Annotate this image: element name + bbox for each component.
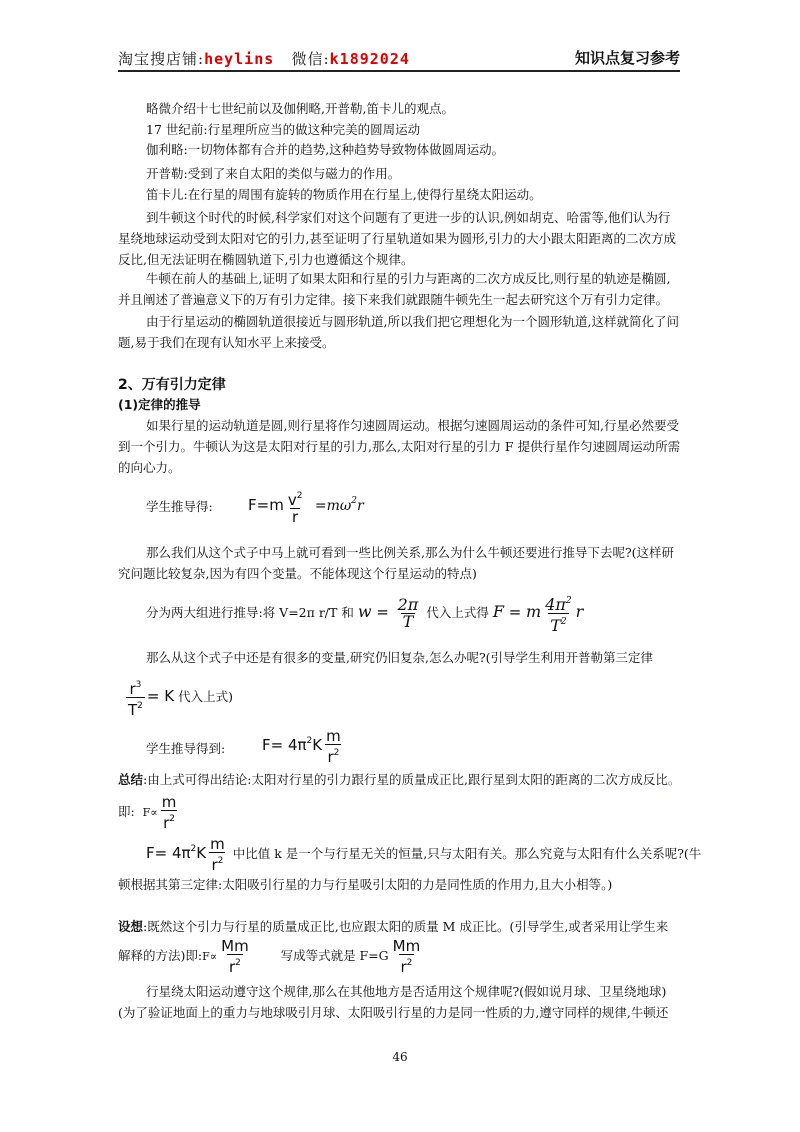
section-heading: 2、万有引力定律 xyxy=(118,377,226,393)
paragraph-line: 的向心力。 xyxy=(118,460,181,475)
hypothesis-label: 设想 xyxy=(118,919,144,934)
paragraph-line: 那么我们从这个式子中马上就可看到一些比例关系,那么为什么牛顿还要进行推导下去呢?(这样研 xyxy=(146,545,675,560)
shop-label: 淘宝搜店铺: xyxy=(118,50,205,68)
paragraph-line: 行星绕太阳运动遵守这个规律,那么在其他地方是否适用这个规律呢?(假如说月球、卫星绕地球) xyxy=(146,984,667,999)
paragraph-line: 星绕地球运动受到太阳对它的引力,甚至证明了行星轨道如果为圆形,引力的大小跟太阳距离的二次方成 xyxy=(118,231,676,246)
paragraph-line: 题,易于我们在现有认知水平上来接受。 xyxy=(118,335,335,350)
paragraph-line: 顿根据其第三定律:太阳吸引行星的力与行星吸引太阳的力是同性质的作用力,且大小相等。) xyxy=(118,877,613,892)
page-header xyxy=(118,44,680,72)
hypothesis-text2: 解释的方法)即: xyxy=(118,948,203,963)
formula-split: 分为两大组进行推导:将 V=2π r/T 和 w = $\frac{2\pi}{T}$ 代入上式得 F = m $\frac{4\pi^2}{T^2}$ r xyxy=(146,595,584,635)
paragraph-line: 到一个引力。牛顿认为这是太阳对行星的引力,那么,太阳对行星的引力 F 提供行星作匀速圆周运动所需 xyxy=(118,439,681,454)
paragraph-line: 如果行星的运动轨道是圆,则行星将作匀速圆周运动。根据匀速圆周运动的条件可知,行星必然要受 xyxy=(146,418,679,433)
derive-label: 学生推导得到: xyxy=(146,741,226,756)
k-text: 中比值 k 是一个与行星无关的恒量,只与太阳有关。那么究竟与太阳有什么关系呢?(牛 xyxy=(232,846,702,861)
formula-kepler: $\frac{r^3}{T^2}$ = K 代入上式) xyxy=(128,680,233,719)
split-text: 分为两大组进行推导:将 V=2π r/T 和 xyxy=(146,605,354,620)
intro-line: 笛卡儿:在行星的周围有旋转的物质作用在行星上,使得行星绕太阳运动。 xyxy=(146,187,542,202)
ji-label: 即: xyxy=(118,804,135,819)
summary-line xyxy=(118,772,680,788)
k-statement-line: $F= 4\pi^2K$ $\frac{m}{r^2}$ 中比值 k 是一个与行星无关的恒量,只与太阳有关。那么究竟与太阳有什么关系呢?(牛 xyxy=(146,835,702,874)
formula-proportion: 即: F∝ $\frac{m}{r^2}$ xyxy=(118,793,177,832)
paragraph-line: 牛顿在前人的基础上,证明了如果太阳和行星的引力与距离的二次方成反比,则行星的轨迹是椭圆, xyxy=(146,271,671,286)
summary-text: :由上式可得出结论:太阳对行星的引力跟行星的质量成正比,跟行星到太阳的距离的二次方成反比 xyxy=(143,772,668,787)
paragraph-line: (为了验证地面上的重力与地球吸引月球、太阳吸引行星的力是同一性质的力,遵守同样的规律,牛顿还 xyxy=(118,1005,669,1020)
split-text2: 代入上式得 xyxy=(426,605,489,620)
f-prop: F∝ xyxy=(142,806,158,819)
page-number: 46 xyxy=(392,1050,408,1064)
formula-centripetal: F=m $\frac{v^2}{r}$ $=m\omega^2r$ xyxy=(248,491,364,526)
shop-name: heylins xyxy=(204,50,275,68)
paragraph-line: 由于行星运动的椭圆轨道很接近与圆形轨道,所以我们把它理想化为一个圆形轨道,这样就简化了问 xyxy=(146,314,679,329)
hypothesis-eq: 写成等式就是 F=G xyxy=(280,948,389,963)
paragraph-line: 并且阐述了普遍意义下的万有引力定律。接下来我们就跟随牛顿先生一起去研究这个万有引力定律。 xyxy=(118,292,669,307)
wechat-label: 微信: xyxy=(291,50,330,68)
shop-info xyxy=(118,48,410,69)
paragraph-line: 那么从这个式子中还是有很多的变量,研究仍旧复杂,怎么办呢?(引导学生利用开普勒第三定律 xyxy=(146,650,654,665)
formula-4pi2K: $F= 4\pi^2K$ $\frac{m}{r^2}$ xyxy=(262,727,341,766)
paragraph-line: 反比,但无法证明在椭圆轨道下,引力也遵循这个规律。 xyxy=(118,252,414,267)
paragraph-line: 到牛顿这个时代的时候,科学家们对这个问题有了更进一步的认识,例如胡克、哈雷等,他们认为行 xyxy=(146,210,671,225)
intro-line: 开普勒:受到了来自太阳的类似与磁力的作用。 xyxy=(146,166,401,181)
kepler-sub: 代入上式) xyxy=(178,689,233,704)
subsection-heading: (1)定律的推导 xyxy=(118,397,201,412)
derive-label: 学生推导得: xyxy=(146,499,213,514)
paragraph-line: 究问题比较复杂,因为有四个变量。不能体现这个行星运动的特点) xyxy=(118,566,477,581)
hypothesis-formula: 解释的方法)即:F∝ $\frac{Mm}{r^2}$ 写成等式就是 F=G $\frac{Mm}{r^2}$ xyxy=(118,937,421,976)
header-title: 知识点复习参考 xyxy=(574,49,680,67)
summary-dot: 。 xyxy=(667,772,681,787)
wechat-id: k1892024 xyxy=(329,50,410,68)
intro-line: 17 世纪前:行星理所应当的做这种完美的圆周运动 xyxy=(146,122,421,137)
intro-line: 略微介绍十七世纪前以及伽俐略,开普勒,笛卡儿的观点。 xyxy=(146,101,454,116)
hypothesis-text: :既然这个引力与行星的质量成正比,也应跟太阳的质量 M 成正比。(引导学生,或者采用让学生来 xyxy=(143,919,669,934)
intro-line: 伽利略:一切物体都有合并的趋势,这种趋势导致物体做圆周运动。 xyxy=(146,142,505,157)
hypothesis-line xyxy=(118,919,668,935)
summary-label: 总结 xyxy=(118,772,144,787)
